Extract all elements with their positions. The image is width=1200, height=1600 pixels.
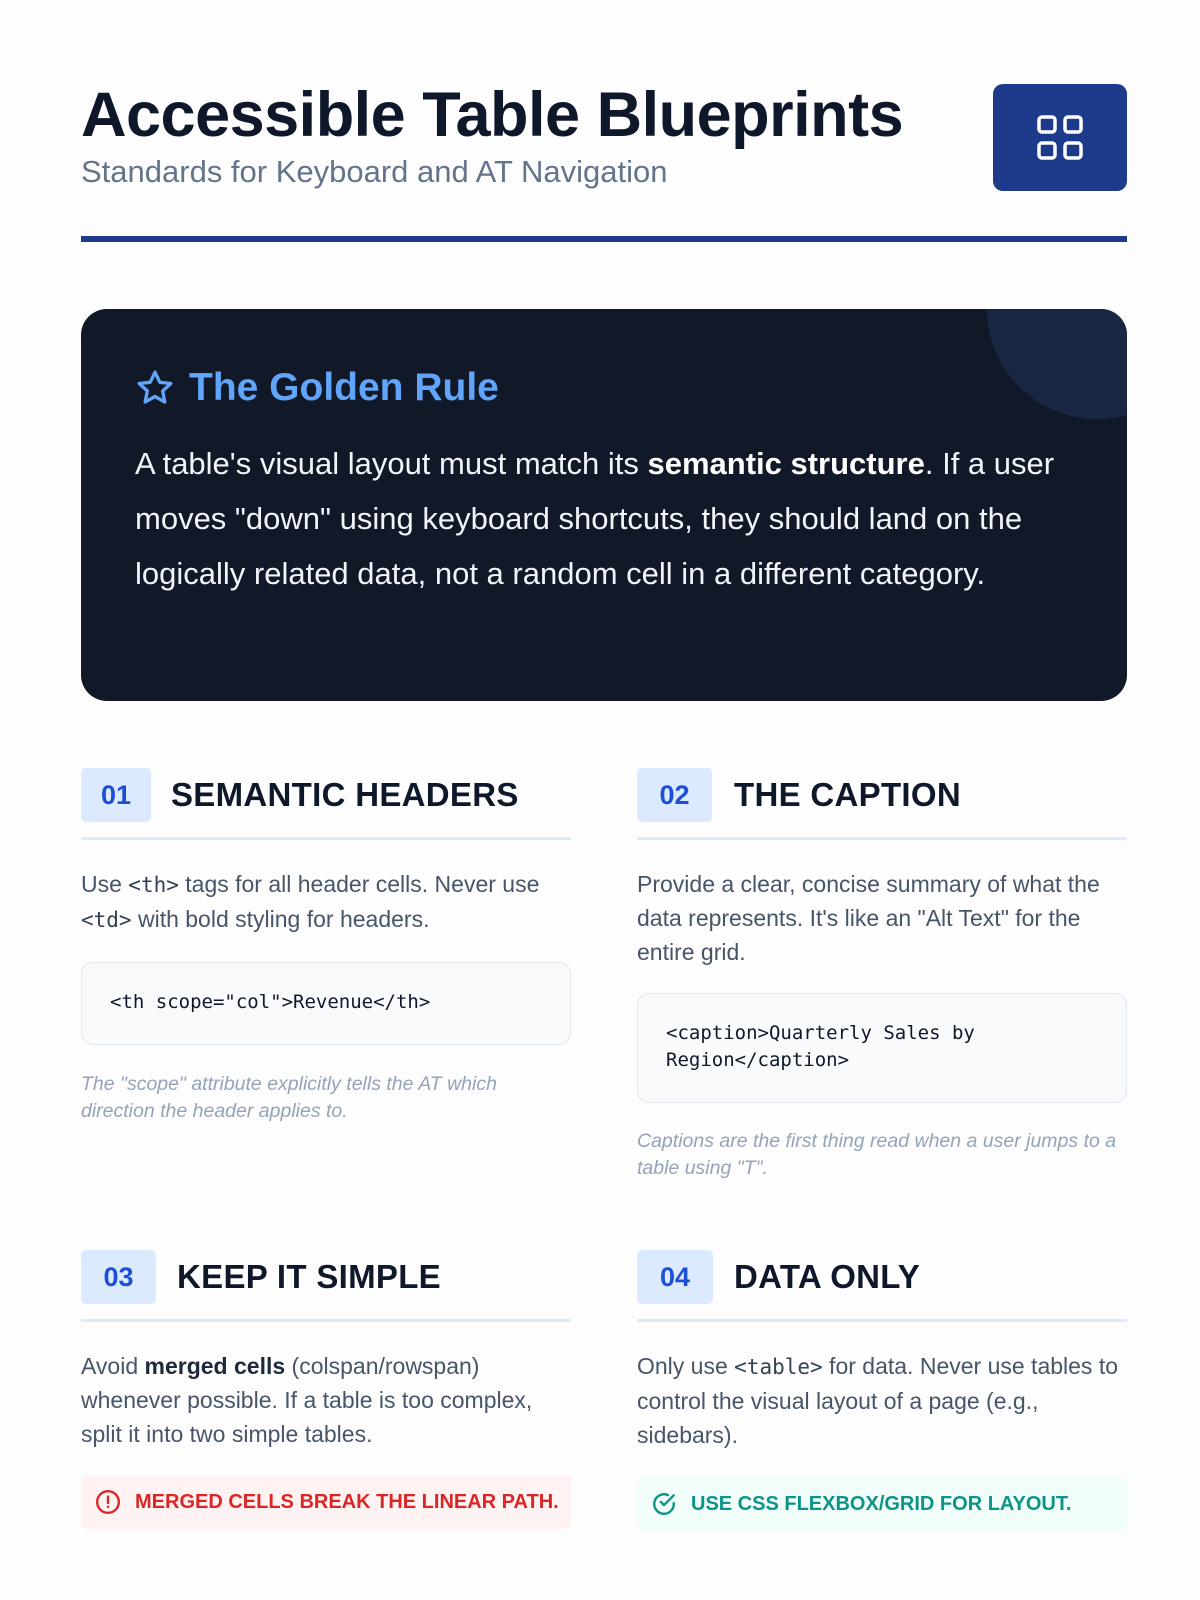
decorative-circle	[987, 309, 1127, 419]
check-circle-icon	[651, 1491, 677, 1517]
grid-icon	[1036, 114, 1084, 162]
section-number: 02	[637, 768, 712, 822]
section-title: KEEP IT SIMPLE	[177, 1258, 441, 1295]
star-icon	[135, 368, 175, 408]
section-description: Avoid merged cells (colspan/rowspan) whenever possible. If a table is too complex, split it into two simple tables.	[81, 1353, 533, 1447]
code-example: <caption>Quarterly Sales by Region</caption>	[637, 993, 1127, 1103]
section-note: Captions are the first thing read when a user jumps to a table using "T".	[637, 1130, 1117, 1179]
section-header	[637, 1250, 1127, 1322]
success-banner	[637, 1477, 1127, 1531]
golden-rule-title: The Golden Rule	[189, 366, 499, 409]
section-description: Provide a clear, concise summary of what the data represents. It's like an "Alt Text" for the entire grid.	[637, 871, 1100, 965]
section-header	[637, 768, 1127, 840]
section-description: Only use <table> for data. Never use tables to control the visual layout of a page (e.g., sidebars).	[637, 1353, 1118, 1448]
section-header	[81, 1250, 571, 1322]
golden-rule-emphasis: semantic structure	[647, 446, 925, 481]
code-example: <th scope="col">Revenue</th>	[81, 962, 571, 1045]
page-header	[81, 80, 1127, 242]
section-header	[81, 768, 571, 840]
alert-circle-icon	[95, 1489, 121, 1515]
page-subtitle: Standards for Keyboard and AT Navigation	[81, 154, 668, 189]
section-title: THE CAPTION	[734, 776, 961, 813]
section-title: SEMANTIC HEADERS	[171, 776, 519, 813]
page-title: Accessible Table Blueprints	[81, 80, 904, 150]
grid-logo	[993, 84, 1127, 191]
section-number: 04	[637, 1250, 713, 1304]
golden-rule-card	[81, 309, 1127, 701]
warning-banner	[81, 1475, 571, 1529]
section-number: 03	[81, 1250, 156, 1304]
section-title: DATA ONLY	[734, 1258, 921, 1295]
golden-rule-text: A table's visual layout must match its semantic structure. If a user moves "down" using keyboard shortcuts, they should land on the logically related data, not a random cell in a different category.	[135, 446, 1055, 591]
golden-rule-heading	[135, 366, 499, 410]
warning-text: MERGED CELLS BREAK THE LINEAR PATH.	[135, 1490, 559, 1513]
section-number: 01	[81, 768, 151, 822]
section-note: The "scope" attribute explicitly tells the AT which direction the header applies to.	[81, 1073, 497, 1122]
section-description: Use <th> tags for all header cells. Never use <td> with bold styling for headers.	[81, 871, 540, 932]
header-divider	[81, 236, 1127, 242]
success-text: USE CSS FLEXBOX/GRID FOR LAYOUT.	[691, 1492, 1072, 1515]
